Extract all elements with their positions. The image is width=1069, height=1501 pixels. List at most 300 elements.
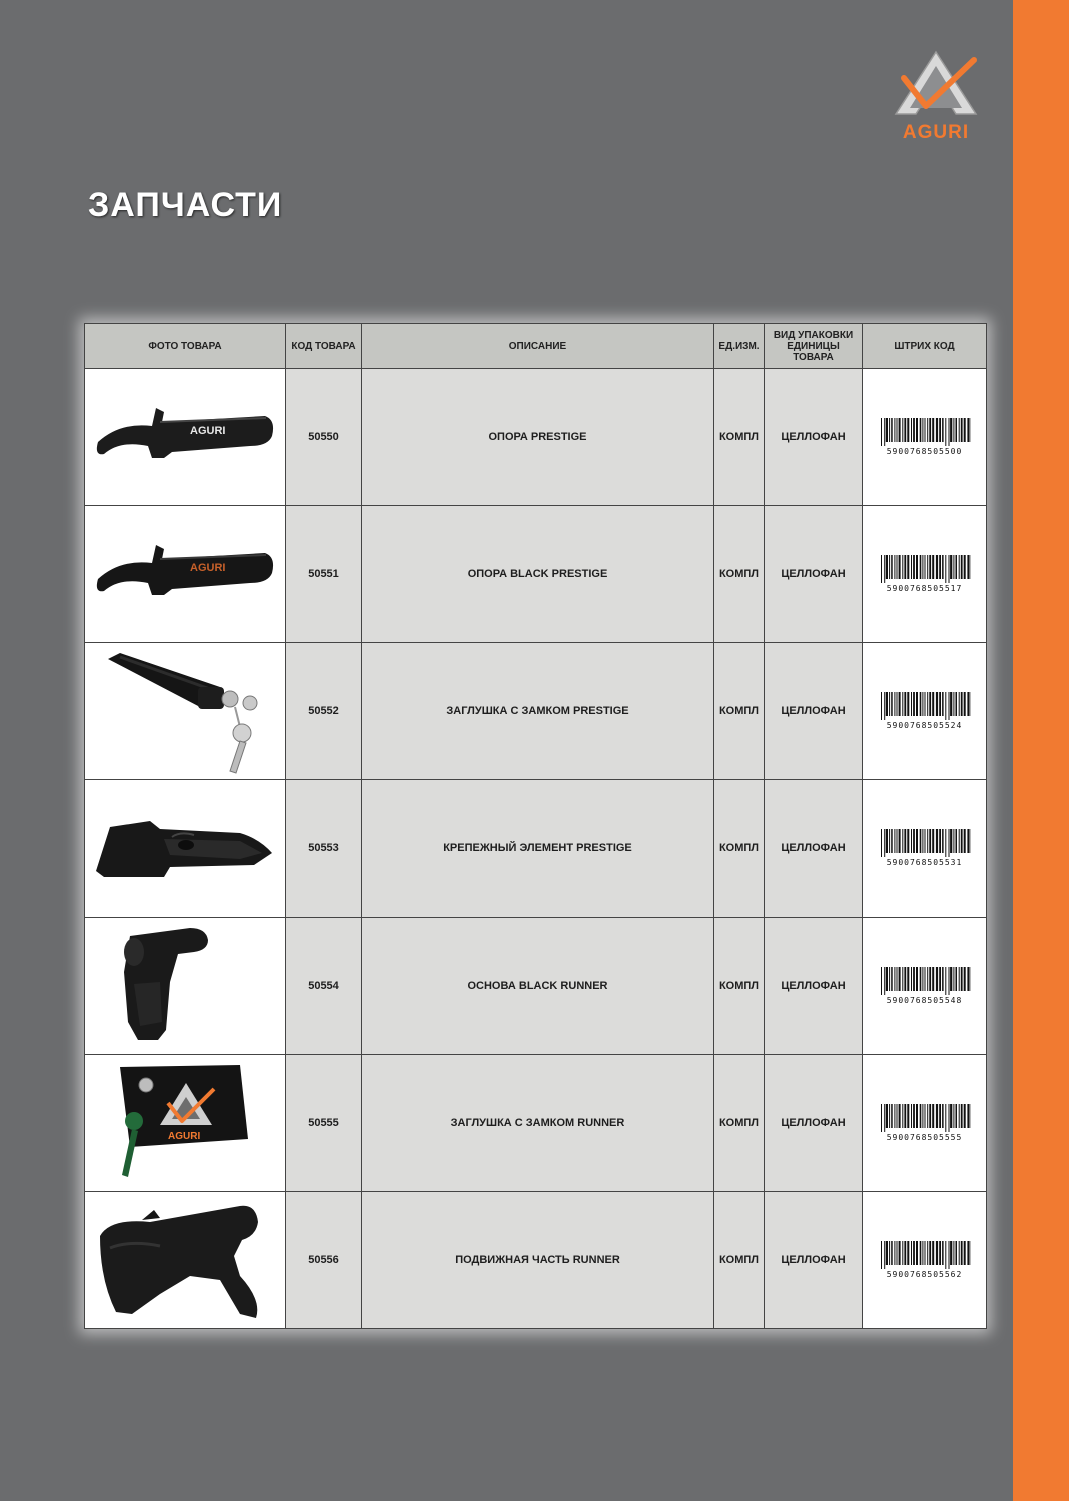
header-unit: ЕД.ИЗМ. [714, 324, 765, 369]
header-package-line2: ЕДИНИЦЫ ТОВАРА [787, 340, 840, 363]
barcode-bar [958, 1104, 959, 1128]
barcode-bar [958, 692, 959, 716]
product-unit: КОМПЛ [714, 506, 765, 643]
product-code: 50556 [286, 1191, 362, 1328]
barcode-bar [898, 1104, 900, 1128]
barcode-bar [894, 692, 895, 716]
black-support-bar-image [90, 519, 280, 629]
barcode-guard-bar [881, 829, 882, 857]
barcode-guard-bar [945, 967, 946, 995]
product-description: ЗАГЛУШКА С ЗАМКОМ PRESTIGE [362, 643, 714, 780]
product-unit: КОМПЛ [714, 1054, 765, 1191]
barcode-bar [904, 829, 906, 853]
barcode-bar [929, 1104, 931, 1128]
barcode-bar [955, 692, 957, 716]
barcode-bar [953, 967, 954, 991]
barcode-bar [932, 418, 934, 442]
product-unit: КОМПЛ [714, 369, 765, 506]
barcode-number: 5900768505517 [886, 584, 963, 594]
barcode-bar [935, 1104, 937, 1128]
svg-text:AGURI: AGURI [190, 425, 226, 438]
barcode-bar [896, 1241, 897, 1265]
barcode-bar [924, 1241, 925, 1265]
product-package: ЦЕЛЛОФАН [765, 643, 863, 780]
barcode-bar [922, 967, 923, 991]
barcode-bar [935, 1241, 937, 1265]
barcode-bar [967, 692, 969, 716]
barcode-bar [967, 418, 969, 442]
barcode-guard-bar [945, 1241, 946, 1269]
table-row [85, 1191, 987, 1328]
barcode-bar [960, 829, 962, 853]
barcode-bar [939, 692, 941, 716]
barcode-bar [950, 967, 952, 991]
logo-mountain-icon [886, 48, 986, 120]
barcode-bar [891, 418, 893, 442]
barcode-bar [967, 1104, 969, 1128]
barcode-bar [924, 555, 925, 579]
barcode-bar [929, 829, 931, 853]
barcode-bar [950, 1241, 952, 1265]
barcode-bar [963, 829, 965, 853]
product-description: ОПОРА BLACK PRESTIGE [362, 506, 714, 643]
barcode-bar [922, 1241, 923, 1265]
barcode-bar [927, 829, 928, 853]
barcode-bar [885, 418, 887, 442]
barcode-bar [955, 418, 957, 442]
barcode-bar [922, 555, 923, 579]
product-unit: КОМПЛ [714, 780, 765, 917]
barcode-bar [885, 829, 887, 853]
barcode-bar [916, 692, 918, 716]
barcode-bar [916, 1104, 918, 1128]
barcode-bar [885, 1241, 887, 1265]
barcode-bar [898, 967, 900, 991]
barcode-image [879, 418, 971, 446]
barcode-bar [942, 555, 944, 579]
barcode-bar [907, 692, 909, 716]
barcode-bar [885, 692, 887, 716]
table-row [85, 1054, 987, 1191]
barcode-bar [953, 1104, 954, 1128]
barcode-bar [942, 829, 944, 853]
barcode-bar [939, 555, 941, 579]
barcode-bar [913, 1104, 915, 1128]
barcode-bar [942, 1241, 944, 1265]
parts-table-container [84, 323, 986, 1329]
barcode-guard-bar [948, 1104, 949, 1132]
barcode-bar [898, 829, 900, 853]
barcode-bar [924, 967, 925, 991]
barcode-bar [902, 418, 903, 442]
barcode-bar [885, 555, 887, 579]
barcode-bar [958, 418, 959, 442]
barcode-bar [942, 418, 944, 442]
product-code: 50552 [286, 643, 362, 780]
barcode-bar [907, 418, 909, 442]
barcode-guard-bar [948, 829, 949, 857]
barcode-guard-bar [945, 829, 946, 857]
table-header-row [85, 324, 987, 369]
product-package: ЦЕЛЛОФАН [765, 1191, 863, 1328]
barcode-bar [924, 692, 925, 716]
barcode-image [879, 692, 971, 720]
barcode-guard-bar [884, 967, 885, 995]
barcode-bar [953, 418, 954, 442]
svg-text:AGURI: AGURI [190, 562, 226, 575]
mounting-clamp-image [90, 793, 280, 903]
barcode-bar [916, 967, 918, 991]
barcode-bar [902, 967, 903, 991]
barcode-bar [894, 967, 895, 991]
barcode-image [879, 555, 971, 583]
header-package [765, 324, 863, 369]
barcode-bar [967, 555, 969, 579]
logo-wordmark: AGURI [902, 122, 970, 143]
barcode-bar [919, 418, 921, 442]
barcode-bar [935, 829, 937, 853]
barcode-bar [922, 418, 923, 442]
barcode-bar [958, 967, 959, 991]
barcode-bar [891, 555, 893, 579]
barcode-guard-bar [948, 967, 949, 995]
product-photo-cell [85, 780, 286, 917]
barcode-guard-bar [948, 692, 949, 720]
barcode-bar [902, 692, 903, 716]
barcode-bar [967, 1241, 969, 1265]
barcode-number: 5900768505531 [886, 858, 963, 868]
barcode-bar [902, 1241, 903, 1265]
barcode-number: 5900768505500 [886, 447, 963, 457]
product-code: 50554 [286, 917, 362, 1054]
barcode-bar [932, 692, 934, 716]
barcode-bar [885, 1104, 887, 1128]
barcode-guard-bar [884, 1104, 885, 1132]
barcode-bar [939, 1104, 941, 1128]
barcode-bar [929, 555, 931, 579]
barcode-bar [919, 1104, 921, 1128]
barcode-bar [953, 692, 954, 716]
barcode-bar [896, 967, 897, 991]
barcode-bar [894, 418, 895, 442]
barcode-bar [955, 829, 957, 853]
barcode-bar [958, 555, 959, 579]
barcode-bar [889, 692, 890, 716]
barcode-bar [932, 967, 934, 991]
product-description: ЗАГЛУШКА С ЗАМКОМ RUNNER [362, 1054, 714, 1191]
barcode-number: 5900768505562 [886, 1269, 963, 1279]
barcode-bar [889, 418, 890, 442]
barcode-bar [904, 1104, 906, 1128]
barcode-cell [863, 369, 987, 506]
barcode-bar [939, 1241, 941, 1265]
barcode-bar [889, 1241, 890, 1265]
header-description: ОПИСАНИЕ [362, 324, 714, 369]
barcode-bar [911, 1104, 912, 1128]
barcode-bar [960, 1241, 962, 1265]
product-code: 50551 [286, 506, 362, 643]
table-row [85, 917, 987, 1054]
barcode-bar [963, 1241, 965, 1265]
barcode-bar [911, 692, 912, 716]
barcode-bar [932, 555, 934, 579]
product-description: ОСНОВА BLACK RUNNER [362, 917, 714, 1054]
barcode-bar [911, 555, 912, 579]
barcode-guard-bar [948, 555, 949, 583]
barcode-cell [863, 506, 987, 643]
barcode-guard-bar [884, 829, 885, 857]
barcode-bar [929, 967, 931, 991]
barcode-bar [898, 418, 900, 442]
barcode-guard-bar [881, 418, 882, 446]
barcode-bar [902, 829, 903, 853]
support-bar-image [90, 382, 280, 492]
barcode-bar [894, 829, 895, 853]
barcode-bar [929, 692, 931, 716]
end-cap-with-keys-image [90, 647, 280, 775]
barcode-bar [919, 555, 921, 579]
barcode-bar [896, 829, 897, 853]
barcode-bar [939, 967, 941, 991]
barcode-bar [902, 1104, 903, 1128]
barcode-bar [889, 555, 890, 579]
barcode-bar [913, 967, 915, 991]
product-unit: КОМПЛ [714, 1191, 765, 1328]
barcode-guard-bar [881, 967, 882, 995]
barcode-bar [894, 555, 895, 579]
runner-cap-with-key-image [90, 1059, 280, 1187]
barcode-bar [939, 418, 941, 442]
barcode-bar [913, 1241, 915, 1265]
product-code: 50553 [286, 780, 362, 917]
barcode-bar [891, 967, 893, 991]
orange-side-stripe [1013, 0, 1069, 1501]
product-package: ЦЕЛЛОФАН [765, 369, 863, 506]
barcode-bar [911, 1241, 912, 1265]
barcode-bar [950, 692, 952, 716]
barcode-bar [958, 829, 959, 853]
product-unit: КОМПЛ [714, 917, 765, 1054]
barcode-bar [955, 1241, 957, 1265]
barcode-bar [960, 418, 962, 442]
barcode-bar [935, 692, 937, 716]
barcode-bar [950, 555, 952, 579]
barcode-bar [896, 418, 897, 442]
barcode-guard-bar [948, 1241, 949, 1269]
product-package: ЦЕЛЛОФАН [765, 780, 863, 917]
barcode-bar [950, 1104, 952, 1128]
barcode-bar [963, 967, 965, 991]
svg-text:AGURI: AGURI [168, 1130, 201, 1142]
barcode-number: 5900768505524 [886, 721, 963, 731]
barcode-bar [927, 555, 928, 579]
product-photo-cell [85, 506, 286, 643]
product-photo-cell [85, 917, 286, 1054]
barcode-bar [922, 1104, 923, 1128]
barcode-guard-bar [945, 1104, 946, 1132]
barcode-bar [913, 418, 915, 442]
product-description: ОПОРА PRESTIGE [362, 369, 714, 506]
barcode-bar [913, 555, 915, 579]
barcode-bar [927, 418, 928, 442]
barcode-bar [953, 829, 954, 853]
barcode-bar [960, 555, 962, 579]
barcode-image [879, 967, 971, 995]
product-package: ЦЕЛЛОФАН [765, 1054, 863, 1191]
product-unit: КОМПЛ [714, 643, 765, 780]
barcode-image [879, 1104, 971, 1132]
barcode-bar [919, 692, 921, 716]
barcode-bar [913, 692, 915, 716]
product-code: 50555 [286, 1054, 362, 1191]
barcode-bar [896, 1104, 897, 1128]
product-description: КРЕПЕЖНЫЙ ЭЛЕМЕНТ PRESTIGE [362, 780, 714, 917]
barcode-bar [894, 1104, 895, 1128]
table-row [85, 506, 987, 643]
barcode-guard-bar [945, 692, 946, 720]
barcode-bar [907, 967, 909, 991]
barcode-cell [863, 1054, 987, 1191]
barcode-bar [916, 1241, 918, 1265]
barcode-bar [950, 418, 952, 442]
barcode-bar [919, 1241, 921, 1265]
barcode-bar [963, 555, 965, 579]
barcode-bar [904, 1241, 906, 1265]
parts-table [84, 323, 987, 1329]
barcode-guard-bar [881, 692, 882, 720]
barcode-bar [924, 829, 925, 853]
barcode-image [879, 829, 971, 857]
barcode-bar [927, 692, 928, 716]
barcode-bar [942, 967, 944, 991]
barcode-guard-bar [884, 555, 885, 583]
barcode-bar [942, 692, 944, 716]
barcode-guard-bar [884, 418, 885, 446]
barcode-bar [898, 692, 900, 716]
table-row [85, 780, 987, 917]
product-code: 50550 [286, 369, 362, 506]
barcode-bar [919, 967, 921, 991]
barcode-image [879, 1241, 971, 1269]
barcode-guard-bar [884, 692, 885, 720]
barcode-bar [955, 967, 957, 991]
barcode-bar [911, 418, 912, 442]
barcode-bar [932, 1104, 934, 1128]
barcode-bar [907, 555, 909, 579]
barcode-bar [967, 967, 969, 991]
page-title: ЗАПЧАСТИ [88, 186, 283, 224]
barcode-bar [891, 829, 893, 853]
barcode-bar [904, 692, 906, 716]
barcode-bar [907, 1241, 909, 1265]
barcode-bar [924, 1104, 925, 1128]
barcode-cell [863, 643, 987, 780]
barcode-bar [916, 418, 918, 442]
barcode-bar [963, 1104, 965, 1128]
barcode-bar [935, 967, 937, 991]
barcode-bar [889, 967, 890, 991]
barcode-bar [891, 1241, 893, 1265]
barcode-bar [953, 1241, 954, 1265]
barcode-guard-bar [881, 555, 882, 583]
barcode-bar [911, 967, 912, 991]
barcode-bar [927, 1241, 928, 1265]
product-photo-cell [85, 643, 286, 780]
barcode-bar [960, 692, 962, 716]
barcode-bar [935, 555, 937, 579]
barcode-bar [939, 829, 941, 853]
barcode-bar [963, 418, 965, 442]
barcode-bar [919, 829, 921, 853]
barcode-bar [960, 1104, 962, 1128]
table-row [85, 643, 987, 780]
barcode-bar [942, 1104, 944, 1128]
barcode-guard-bar [945, 555, 946, 583]
barcode-bar [904, 555, 906, 579]
barcode-bar [963, 692, 965, 716]
header-package-line1: ВИД УПАКОВКИ [773, 329, 854, 341]
barcode-bar [913, 829, 915, 853]
barcode-bar [953, 555, 954, 579]
barcode-bar [889, 829, 890, 853]
barcode-bar [935, 418, 937, 442]
barcode-guard-bar [945, 418, 946, 446]
runner-movable-part-image [90, 1196, 280, 1324]
product-description: ПОДВИЖНАЯ ЧАСТЬ RUNNER [362, 1191, 714, 1328]
barcode-bar [898, 555, 900, 579]
barcode-bar [891, 692, 893, 716]
barcode-cell [863, 1191, 987, 1328]
barcode-cell [863, 917, 987, 1054]
product-photo-cell [85, 1191, 286, 1328]
barcode-bar [894, 1241, 895, 1265]
barcode-bar [929, 418, 931, 442]
runner-base-image [90, 922, 280, 1050]
barcode-bar [950, 829, 952, 853]
barcode-bar [927, 1104, 928, 1128]
product-package: ЦЕЛЛОФАН [765, 917, 863, 1054]
barcode-bar [911, 829, 912, 853]
table-row [85, 369, 987, 506]
barcode-bar [958, 1241, 959, 1265]
barcode-bar [929, 1241, 931, 1265]
barcode-bar [891, 1104, 893, 1128]
product-photo-cell [85, 369, 286, 506]
barcode-number: 5900768505548 [886, 995, 963, 1005]
barcode-bar [916, 555, 918, 579]
header-barcode: ШТРИХ КОД [863, 324, 987, 369]
barcode-guard-bar [881, 1241, 882, 1269]
barcode-guard-bar [948, 418, 949, 446]
barcode-bar [896, 692, 897, 716]
barcode-bar [896, 555, 897, 579]
barcode-bar [932, 829, 934, 853]
barcode-bar [907, 1104, 909, 1128]
barcode-bar [907, 829, 909, 853]
barcode-guard-bar [884, 1241, 885, 1269]
barcode-bar [955, 1104, 957, 1128]
barcode-bar [885, 967, 887, 991]
barcode-bar [916, 829, 918, 853]
barcode-bar [955, 555, 957, 579]
barcode-bar [902, 555, 903, 579]
barcode-bar [889, 1104, 890, 1128]
barcode-bar [904, 418, 906, 442]
header-code: КОД ТОВАРА [286, 324, 362, 369]
header-photo: ФОТО ТОВАРА [85, 324, 286, 369]
barcode-bar [924, 418, 925, 442]
barcode-bar [967, 829, 969, 853]
